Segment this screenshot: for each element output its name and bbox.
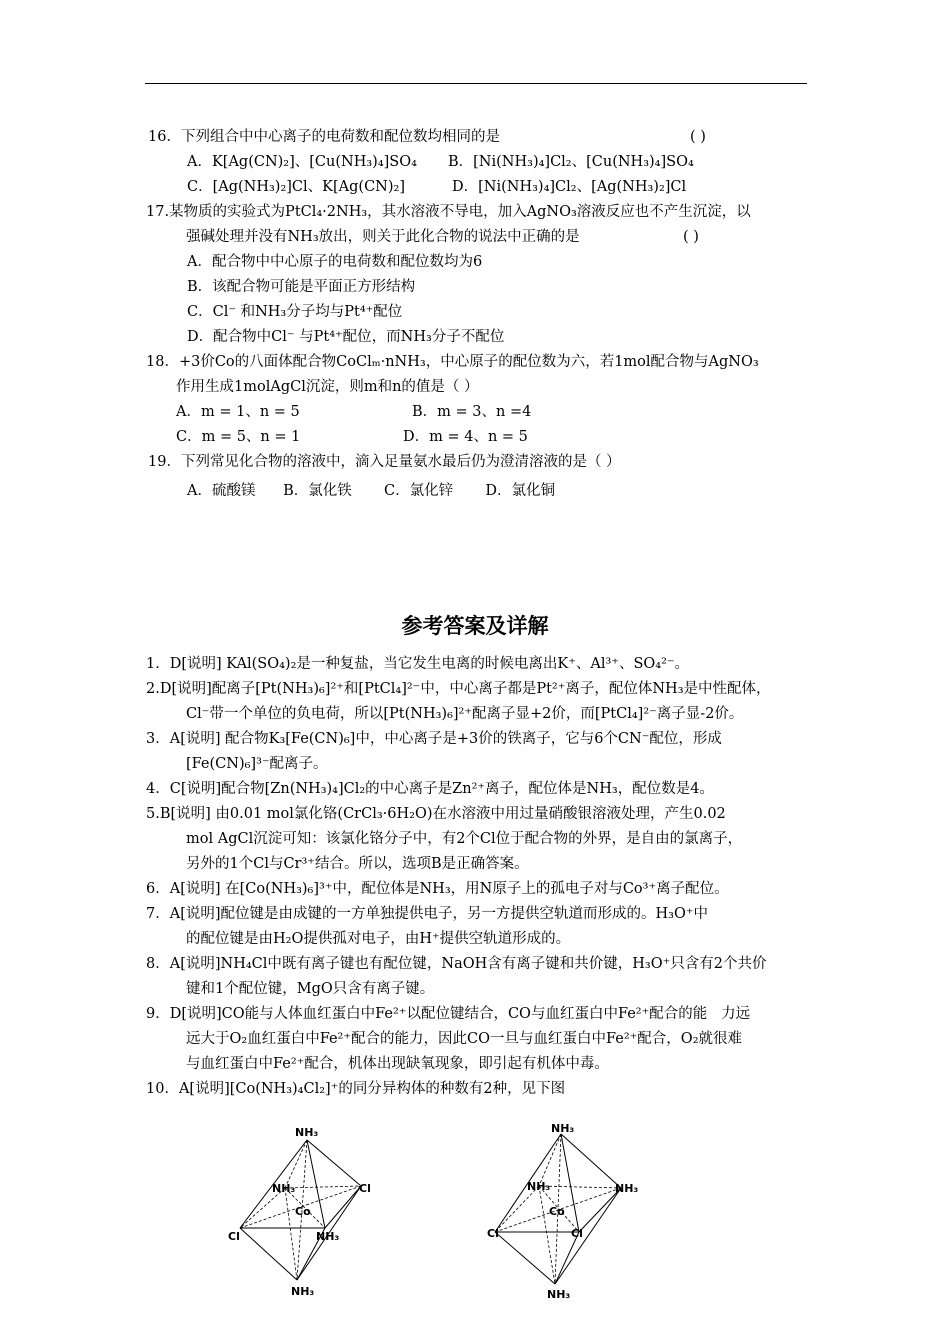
answer-5-line3: 另外的1个Cl与Cr³⁺结合。所以，选项B是正确答案。 — [186, 856, 529, 872]
answer-3-line1: 3．A[说明] 配合物K₃[Fe(CN)₆]中，中心离子是+3价的铁离子，它与6个CN⁻配位，形成 — [146, 731, 722, 747]
answer-2-line1: 2.D[说明]配离子[Pt(NH₃)₆]²⁺和[PtCl₄]²⁻中，中心离子都是Pt²⁺离子，配位体NH₃是中性配体， — [146, 681, 771, 697]
question-18-line2: 作用生成1molAgCl沉淀，则m和n的值是（ ） — [176, 379, 479, 395]
diagram1-cl-right: Cl — [359, 1182, 371, 1195]
answer-10: 10．A[说明][Co(NH₃)₄Cl₂]⁺的同分异构体的种数有2种，见下图 — [146, 1081, 566, 1097]
answer-9-line2: 远大于O₂血红蛋白中Fe²⁺配合的能力，因此CO一旦与血红蛋白中Fe²⁺配合，O₂就很难 — [186, 1031, 743, 1047]
diagram1-cl-left: Cl — [228, 1230, 240, 1243]
question-16: 16．下列组合中中心离子的电荷数和配位数均相同的是 — [148, 129, 500, 145]
question-19: 19．下列常见化合物的溶液中，滴入足量氨水最后仍为澄清溶液的是（ ） — [148, 454, 621, 470]
diagram1-nh3-top: NH₃ — [295, 1126, 319, 1139]
q19-options: A．硫酸镁 B．氯化铁 C．氯化锌 D．氯化铜 — [187, 483, 556, 499]
diagram1-nh3-bottom: NH₃ — [291, 1285, 315, 1298]
answer-5-line2: mol AgCl沉淀可知：该氯化铬分子中，有2个Cl位于配合物的外界，是自由的氯离子， — [186, 831, 743, 847]
diagram2-nh3-right: NH₃ — [615, 1182, 639, 1195]
question-18-line1: 18．+3价Co的八面体配合物CoClₘ·nNH₃，中心原子的配位数为六，若1mol配合物与AgNO₃ — [146, 354, 759, 370]
answer-5-line1: 5.B[说明] 由0.01 mol氯化铬(CrCl₃·6H₂O)在水溶液中用过量硝酸银溶液处理，产生0.02 — [146, 806, 726, 822]
answer-3-line2: [Fe(CN)₆]³⁻配离子。 — [186, 756, 328, 772]
isomer-diagram-1 — [225, 1112, 385, 1302]
diagram1-nh3-front: NH₃ — [316, 1230, 340, 1243]
answer-9-line1: 9．D[说明]CO能与人体血红蛋白中Fe²⁺以配位键结合，CO与血红蛋白中Fe²⁺配合的能 力远 — [146, 1006, 751, 1022]
answer-7-line1: 7．A[说明]配位键是由成键的一方单独提供电子，另一方提供空轨道而形成的。H₃O⁺中 — [146, 906, 709, 922]
q18-option-b: B．m = 3、n =4 — [412, 404, 532, 420]
answer-4: 4．C[说明]配合物[Zn(NH₃)₄]Cl₂的中心离子是Zn²⁺离子，配位体是NH₃，配位数是4。 — [146, 781, 714, 797]
answer-8-line2: 键和1个配位键，MgO只含有离子键。 — [186, 981, 435, 997]
answer-6: 6．A[说明] 在[Co(NH₃)₆]³⁺中，配位体是NH₃，用N原子上的孤电子对与Co³⁺离子配位。 — [146, 881, 729, 897]
q18-option-c: C．m = 5、n = 1 — [176, 429, 301, 445]
diagram2-co-center: Co — [549, 1205, 565, 1218]
q16-option-b: B．[Ni(NH₃)₄]Cl₂、[Cu(NH₃)₄]SO₄ — [448, 154, 694, 170]
q18-option-d: D．m = 4、n = 5 — [403, 429, 528, 445]
answer-2-line2: Cl⁻带一个单位的负电荷，所以[Pt(NH₃)₆]²⁺配离子显+2价，而[PtCl₄]²⁻离子显-2价。 — [186, 706, 744, 722]
question-16-answer-blank: ( ) — [690, 129, 706, 145]
diagram1-nh3-back: NH₃ — [272, 1182, 296, 1195]
question-17-answer-blank: ( ) — [683, 229, 699, 245]
isomer-diagram-2 — [483, 1112, 643, 1302]
question-17-line1: 17.某物质的实验式为PtCl₄·2NH₃，其水溶液不导电，加入AgNO₃溶液反应也不产生沉淀，以 — [146, 204, 751, 220]
answer-1: 1．D[说明] KAl(SO₄)₂是一种复盐，当它发生电离的时候电离出K⁺、Al³⁺、SO₄²⁻。 — [146, 656, 690, 672]
q16-option-d: D．[Ni(NH₃)₄]Cl₂、[Ag(NH₃)₂]Cl — [452, 179, 687, 195]
diagram2-nh3-bottom: NH₃ — [547, 1288, 571, 1301]
q17-option-c: C．Cl⁻ 和NH₃分子均与Pt⁴⁺配位 — [187, 304, 403, 320]
answer-8-line1: 8．A[说明]NH₄Cl中既有离子键也有配位键，NaOH含有离子键和共价键，H₃O⁺只含有2个共价 — [146, 956, 767, 972]
q17-option-b: B．该配合物可能是平面正方形结构 — [187, 279, 416, 295]
q16-option-a: A．K[Ag(CN)₂]、[Cu(NH₃)₄]SO₄ — [187, 154, 417, 170]
q17-option-d: D．配合物中Cl⁻ 与Pt⁴⁺配位，而NH₃分子不配位 — [187, 329, 505, 345]
answer-7-line2: 的配位键是由H₂O提供孤对电子，由H⁺提供空轨道形成的。 — [186, 931, 571, 947]
answer-9-line3: 与血红蛋白中Fe²⁺配合，机体出现缺氧现象，即引起有机体中毒。 — [186, 1056, 609, 1072]
diagram2-nh3-top: NH₃ — [551, 1122, 575, 1135]
diagram2-nh3-back: NH₃ — [527, 1180, 551, 1193]
q17-option-a: A．配合物中中心原子的电荷数和配位数均为6 — [187, 254, 483, 270]
diagram2-cl-left: Cl — [487, 1227, 499, 1240]
answers-title: 参考答案及详解 — [401, 614, 549, 638]
q18-option-a: A．m = 1、n = 5 — [176, 404, 300, 420]
header-rule — [145, 83, 807, 84]
diagram1-co-center: Co — [295, 1205, 311, 1218]
question-17-line2: 强碱处理并没有NH₃放出，则关于此化合物的说法中正确的是 — [186, 229, 580, 245]
diagram2-cl-right: Cl — [571, 1227, 583, 1240]
q16-option-c: C．[Ag(NH₃)₂]Cl、K[Ag(CN)₂] — [187, 179, 405, 195]
